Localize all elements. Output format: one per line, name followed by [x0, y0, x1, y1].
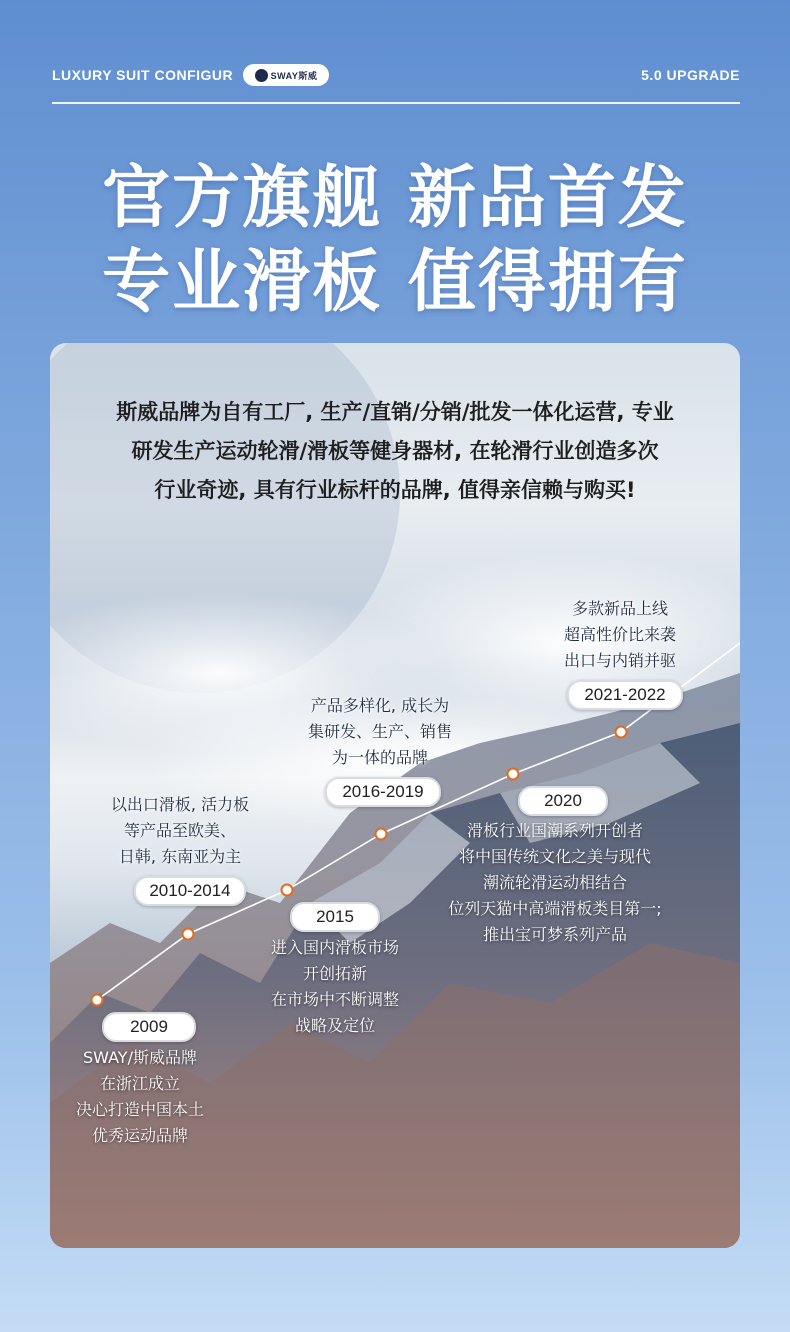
milestone-line: 推出宝可梦系列产品	[482, 925, 627, 944]
year-badge-2015: 2015	[290, 902, 380, 932]
top-bar	[52, 62, 740, 104]
milestone-line: 进入国内滑板市场	[270, 938, 399, 957]
milestone-line: 出口与内销并驱	[563, 651, 676, 670]
timeline-dot-2015	[281, 884, 294, 897]
milestone-2021-2022	[540, 596, 700, 674]
logo-mark-icon	[255, 69, 268, 82]
milestone-line: 产品多样化, 成长为	[310, 696, 450, 715]
year-badge-2009: 2009	[102, 1012, 196, 1042]
milestone-2015	[245, 935, 425, 1039]
timeline-dot-2016-2019	[375, 828, 388, 841]
year-badge-2010-2014: 2010-2014	[134, 876, 246, 906]
timeline-card	[50, 343, 740, 1248]
brand-logo	[243, 64, 329, 86]
intro-line: 行业奇迹, 具有行业标杆的品牌, 值得亲信赖与购买!	[154, 478, 636, 502]
milestone-2009	[50, 1045, 230, 1149]
milestone-line: 多款新品上线	[571, 599, 668, 618]
milestone-2020	[430, 818, 680, 948]
milestone-line: 战略及定位	[294, 1016, 375, 1035]
milestone-line: 将中国传统文化之美与现代	[458, 847, 651, 866]
milestone-line: 潮流轮滑运动相结合	[482, 873, 627, 892]
milestone-line: 以出口滑板, 活力板	[110, 795, 250, 814]
brand-intro	[80, 393, 710, 510]
timeline-dot-2009	[91, 994, 104, 1007]
milestone-line: SWAY/斯威品牌	[83, 1048, 197, 1067]
year-badge-2020: 2020	[518, 786, 608, 816]
milestone-line: 为一体的品牌	[331, 748, 428, 767]
timeline-dot-2020	[507, 768, 520, 781]
version-label: 5.0 UPGRADE	[641, 67, 740, 83]
milestone-line: 等产品至欧美、	[123, 821, 236, 840]
milestone-line: 在浙江成立	[99, 1074, 180, 1093]
milestone-line: 日韩, 东南亚为主	[118, 847, 242, 866]
milestone-line: 滑板行业国潮系列开创者	[466, 821, 643, 840]
milestone-2010-2014	[95, 792, 265, 870]
milestone-line: 优秀运动品牌	[91, 1126, 188, 1145]
logo-text: SWAY斯威	[270, 70, 318, 81]
milestone-line: 开创拓新	[302, 964, 367, 983]
milestone-2016-2019	[290, 693, 470, 771]
intro-line: 斯威品牌为自有工厂, 生产/直销/分销/批发一体化运营, 专业	[116, 400, 674, 424]
timeline-dot-2021-2022	[615, 726, 628, 739]
headline-line1: 官方旗舰 新品首发	[102, 159, 688, 238]
intro-line: 研发生产运动轮滑/滑板等健身器材, 在轮滑行业创造多次	[131, 439, 659, 463]
milestone-line: 决心打造中国本土	[75, 1100, 204, 1119]
timeline-dot-2010-2014	[182, 928, 195, 941]
milestone-line: 在市场中不断调整	[270, 990, 399, 1009]
year-badge-2021-2022: 2021-2022	[567, 680, 683, 710]
milestone-line: 位列天猫中高端滑板类目第一;	[448, 899, 662, 918]
brand-tagline: LUXURY SUIT CONFIGUR	[52, 67, 234, 83]
milestone-line: 集研发、生产、销售	[307, 722, 452, 741]
year-badge-2016-2019: 2016-2019	[325, 777, 441, 807]
milestone-line: 超高性价比来袭	[563, 625, 676, 644]
headline-line2: 专业滑板 值得拥有	[102, 243, 688, 322]
